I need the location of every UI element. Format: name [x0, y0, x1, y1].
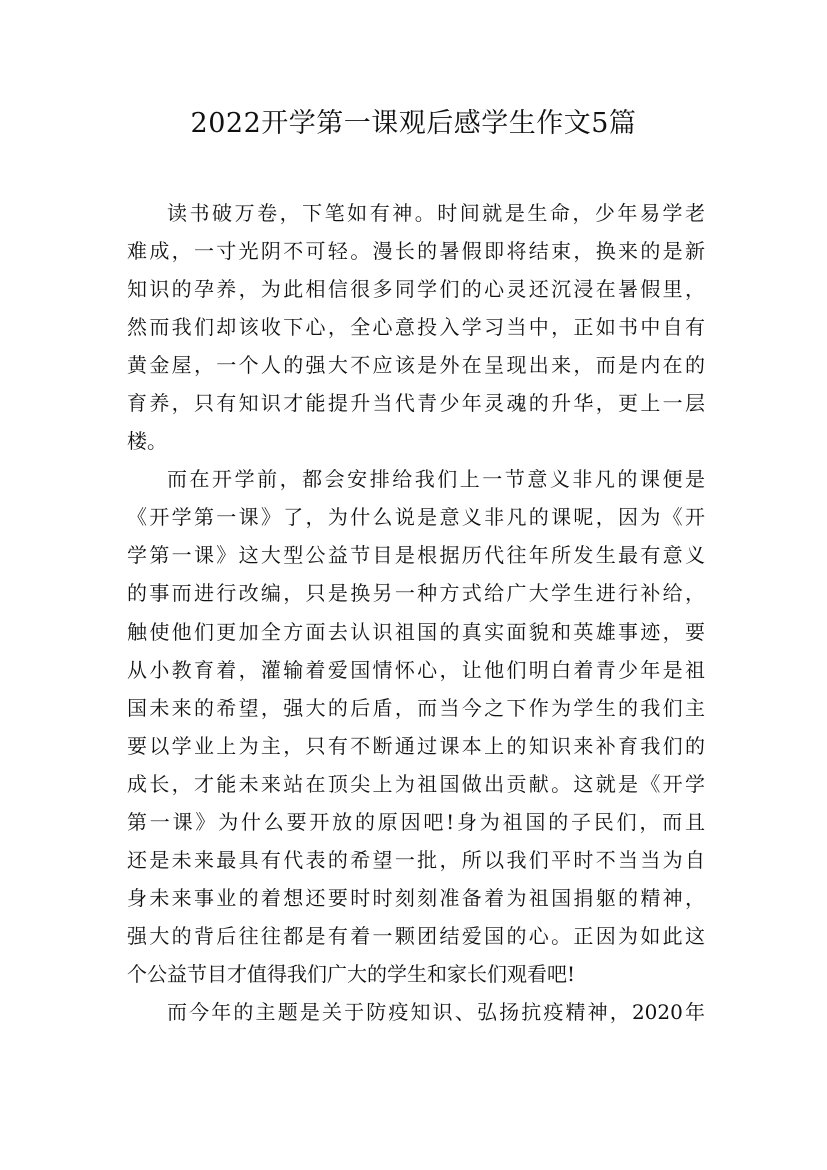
text-line: 黄金屋，一个人的强大不应该是外在呈现出来，而是内在的	[127, 353, 705, 378]
text-line: 从小教育着，灌输着爱国情怀心，让他们明白着青少年是祖	[127, 657, 705, 682]
text-line: 要以学业上为主，只有不断通过课本上的知识来补育我们的	[127, 733, 705, 758]
text-line: 读书破万卷，下笔如有神。时间就是生命，少年易学老	[167, 201, 705, 225]
text-line: 国未来的希望，强大的后盾，而当今之下作为学生的我们主	[127, 695, 705, 720]
text-line: 个公益节目才值得我们广大的学生和家长们观看吧!	[127, 961, 576, 986]
text-line: 成长，才能未来站在顶尖上为祖国做出贡献。这就是《开学	[127, 771, 705, 796]
text-line: 学第一课》这大型公益节目是根据历代往年所发生最有意义	[127, 543, 705, 568]
text-line: 难成，一寸光阴不可轻。漫长的暑假即将结束，换来的是新	[127, 239, 705, 264]
text-line: 知识的孕养，为此相信很多同学们的心灵还沉浸在暑假里，	[127, 277, 705, 302]
text-line: 楼。	[127, 429, 167, 454]
text-line: 而在开学前，都会安排给我们上一节意义非凡的课便是	[167, 467, 705, 492]
text-line: 然而我们却该收下心，全心意投入学习当中，正如书中自有	[127, 315, 705, 340]
document-title: 2022开学第一课观后感学生作文5篇	[190, 108, 637, 139]
text-line: 身未来事业的着想还要时时刻刻准备着为祖国捐躯的精神，	[127, 885, 705, 910]
text-line: 而今年的主题是关于防疫知识、弘扬抗疫精神，2020年	[167, 999, 705, 1024]
text-line: 的事而进行改编，只是换另一种方式给广大学生进行补给，	[127, 581, 705, 606]
text-line: 还是未来最具有代表的希望一批，所以我们平时不当当为自	[127, 847, 705, 872]
text-line: 强大的背后往往都是有着一颗团结爱国的心。正因为如此这	[127, 923, 705, 948]
text-line: 《开学第一课》了，为什么说是意义非凡的课呢，因为《开	[127, 505, 705, 530]
text-line: 育养，只有知识才能提升当代青少年灵魂的升华，更上一层	[127, 391, 705, 416]
document-body	[127, 194, 705, 1031]
text-line: 触使他们更加全方面去认识祖国的真实面貌和英雄事迹，要	[127, 619, 705, 644]
text-line: 第一课》为什么要开放的原因吧!身为祖国的子民们，而且	[127, 809, 705, 834]
